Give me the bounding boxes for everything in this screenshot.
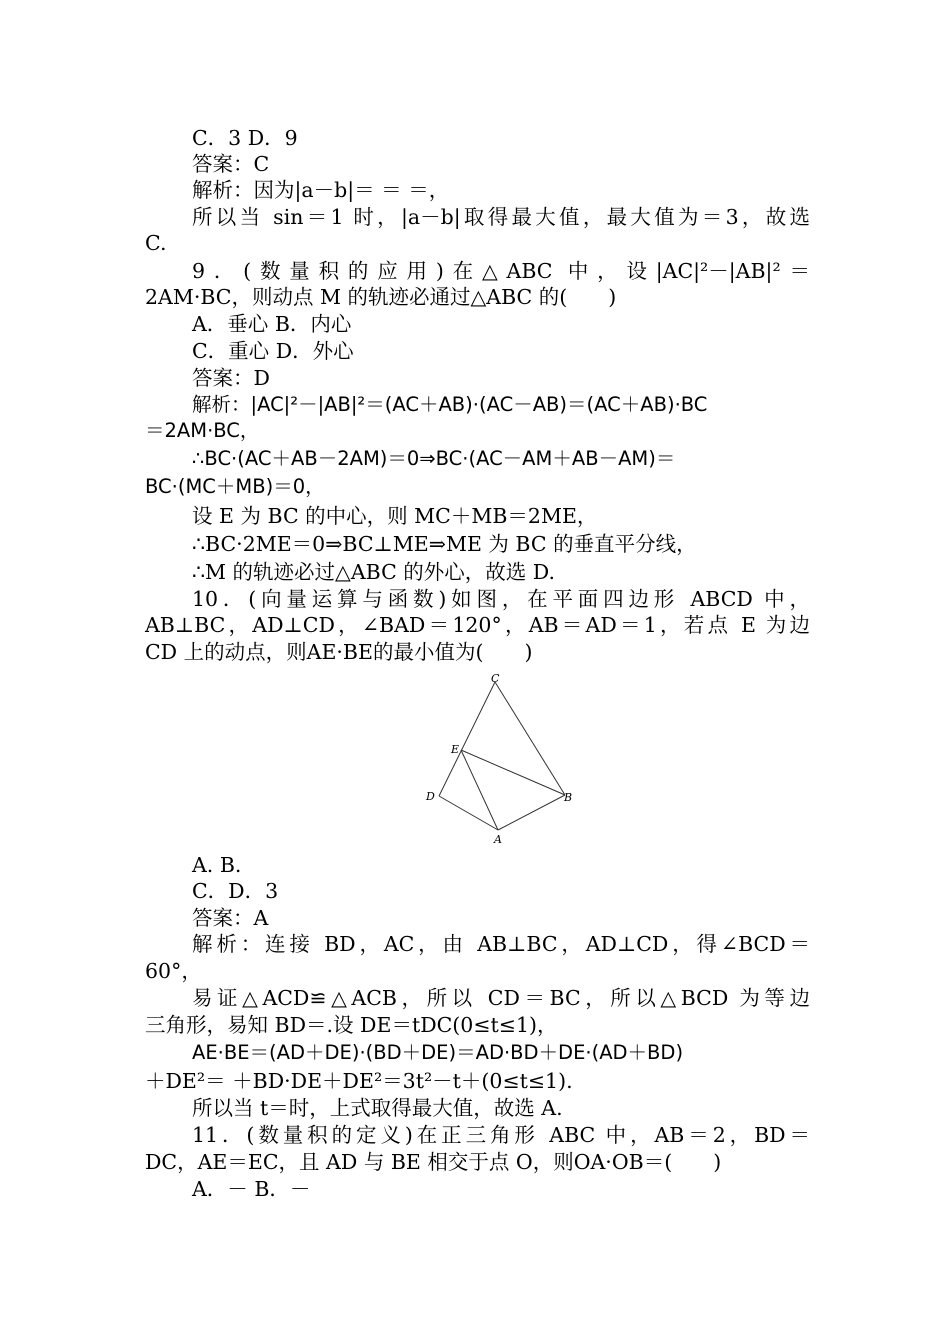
line-text: ∴BC·(AC＋AB－2AM)＝0⇒BC·(AC－AM＋AB－AM)＝: [192, 447, 676, 470]
line-answer: 答案：C: [192, 152, 270, 176]
line-options-c-d: C．3 D．9: [192, 126, 298, 150]
line-text: ＝2AM·BC，: [145, 419, 260, 442]
line-text: 设 E 为 BC 的中心，则 MC＋MB＝2ME，: [192, 504, 598, 528]
segment-cb: [495, 682, 565, 795]
question-9-text: 2AM·BC，则动点 M 的轨迹必通过△ABC 的( ): [145, 285, 617, 309]
segment-da: [439, 796, 498, 830]
line-text: ∴M 的轨迹必过△ABC 的外心，故选 D.: [192, 560, 556, 584]
label-c: C: [491, 672, 500, 685]
quadrilateral-figure: [420, 672, 580, 848]
line-options-a-b: A．－ B．－: [192, 1177, 311, 1201]
line-text: 所以当 t＝时，上式取得最大值，故选 A.: [192, 1096, 563, 1120]
line-text: AE·BE＝(AD＋DE)·(BD＋DE)＝AD·BD＋DE·(AD＋BD): [192, 1041, 684, 1064]
label-d: D: [426, 790, 435, 803]
line-options-a-b: A. B.: [192, 853, 242, 877]
line-text: BC·(MC＋MB)＝0，: [145, 475, 325, 498]
question-11-title: 11．(数量积的定义)在正三角形 ABC 中，AB＝2，BD＝: [192, 1123, 810, 1147]
line-analysis: 解析：因为|a－b|＝ ＝ ＝，: [192, 178, 450, 202]
line-text: ∴BC·2ME＝0⇒BC⊥ME⇒ME 为 BC 的垂直平分线，: [192, 532, 697, 556]
line-answer: 答案：D: [192, 366, 270, 390]
question-11-text: DC，AE＝EC，且 AD 与 BE 相交于点 O，则OA·OB＝( ): [145, 1150, 722, 1174]
line-text: C.: [145, 231, 167, 255]
label-a: A: [494, 833, 502, 846]
line-text: 所以当 sin＝1 时，|a－b|取得最大值，最大值为＝3，故选: [192, 205, 810, 229]
question-9-title: 9．(数量积的应用)在△ABC 中，设|AC|²－|AB|²＝: [192, 259, 810, 283]
question-10-text: AB⊥BC，AD⊥CD，∠BAD＝120°，AB＝AD＝1，若点 E 为边: [145, 613, 810, 637]
line-answer: 答案：A: [192, 906, 269, 930]
line-text: 易证△ACD≌△ACB，所以 CD＝BC，所以△BCD 为等边: [192, 986, 810, 1010]
line-options-c-d: C．D．3: [192, 879, 279, 903]
line-text: ＋DE²＝ ＋BD·DE＋DE²＝3t²－t＋(0≤t≤1).: [145, 1069, 573, 1093]
segment-ea: [461, 750, 498, 830]
segment-ab: [498, 795, 565, 830]
label-b: B: [564, 791, 573, 804]
line-text: 三角形，易知 BD＝.设 DE＝tDC(0≤t≤1)，: [145, 1013, 558, 1037]
label-e: E: [451, 743, 460, 756]
question-10-text: CD 上的动点，则AE·BE的最小值为( ): [145, 640, 533, 664]
segment-eb: [461, 750, 565, 795]
segment-cd: [439, 682, 495, 796]
line-analysis: 解析：连接 BD，AC，由 AB⊥BC，AD⊥CD，得∠BCD＝: [192, 932, 810, 956]
question-10-title: 10．(向量运算与函数)如图，在平面四边形 ABCD 中，: [192, 587, 810, 611]
line-text: 60°，: [145, 959, 202, 983]
line-options-a-b: A．垂心 B．内心: [192, 312, 352, 336]
line-analysis: 解析：|AC|²－|AB|²＝(AC＋AB)·(AC－AB)＝(AC＋AB)·BC: [192, 393, 708, 416]
line-options-c-d: C．重心 D．外心: [192, 339, 354, 363]
